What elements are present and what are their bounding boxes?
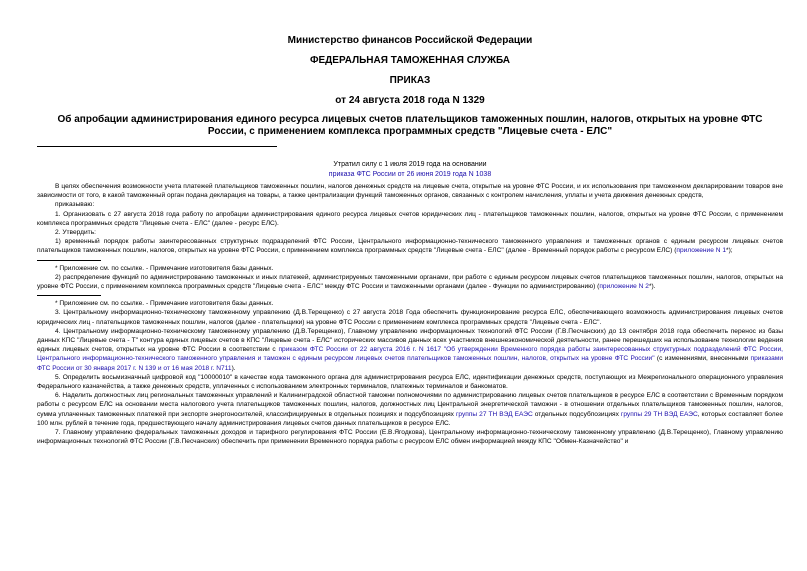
group-29-link[interactable]: группы 29 ТН ВЭД ЕАЭС bbox=[620, 410, 698, 418]
group-27-link[interactable]: группы 27 ТН ВЭД ЕАЭС bbox=[455, 410, 533, 418]
paragraph-2-2-end: *). bbox=[648, 283, 656, 291]
paragraph-6 bbox=[37, 391, 783, 428]
date-number-heading: от 24 августа 2018 года N 1329 bbox=[335, 95, 485, 106]
paragraph-5: 5. Определить восьмизначный цифровой код "10000010" в качестве кода таможенного органа для администрирования ресурса ЕЛС, идентификации денежных средств, поступающих из Межрегионального операционного управления Федерального казначейства, а также денежных средств, уплаченных с использованием электронных терминалов, платежных терминалов и банкоматов. bbox=[37, 373, 783, 391]
footnote-1: * Приложение см. по ссылке. - Примечание изготовителя базы данных. bbox=[55, 264, 274, 272]
document-title: Об апробации администрирования единого ресурса лицевых счетов плательщиков таможенных пошлин, налогов, открытых на уровне ФТС России, с применением комплекса программных средств "Лицевые счета - ЕЛС" bbox=[57, 114, 763, 137]
service-heading: ФЕДЕРАЛЬНАЯ ТАМОЖЕННАЯ СЛУЖБА bbox=[309, 55, 511, 66]
paragraph-2: 2. Утвердить: bbox=[55, 229, 96, 237]
footnote-divider bbox=[37, 295, 101, 296]
doc-type-heading: ПРИКАЗ bbox=[389, 75, 431, 86]
footnote-2: * Приложение см. по ссылке. - Примечание изготовителя базы данных. bbox=[55, 300, 274, 308]
paragraph-4-end: ). bbox=[231, 364, 236, 372]
paragraph-4-text: 4. Центральному информационно-техническому таможенному управлению (Д.В.Терещенко), Главному управлению информационных технологий ФТС России (Г.В.Песчанских) до 13 сентября 2018 года обеспечить перенос из базы данных КПС "Лицевые счета - Т" контура единых лицевых счетов в КПС "Лицевые счета - ЕЛС" исторических массивов данных всех участников внешнеэкономической деятельности, ранее перешедших на использование технологии ведения единых лицевых счетов, открытых на уровне ФТС России в соответствии с bbox=[37, 327, 783, 354]
paragraph-2-1-end: *); bbox=[726, 247, 733, 255]
paragraph-4-mid: (с изменениями, внесенными bbox=[654, 355, 751, 363]
paragraph-7: 7. Главному управлению федеральных таможенных доходов и тарифного регулирования ФТС России (Е.В.Ягодкова), Центральному информационно-техническому таможенному управлению (Д.В.Терещенко), Главному управлению информационных технологий ФТС России (Г.В.Песчанских) обеспечить при применении Временного порядка работы с ресурсом ЕЛС обмен информацией между КПС "Обмен-Казначейство" и bbox=[37, 429, 783, 446]
paragraph-order: приказываю: bbox=[55, 201, 95, 209]
document-body bbox=[37, 182, 783, 446]
paragraph-3: 3. Центральному информационно-техническому таможенному управлению (Д.В.Терещенко) с 27 августа 2018 Года обеспечить функционирование ресурса ЕЛС, обеспечивающего возможность администрирования лицевых счетов юридических лиц - плательщиков таможенных пошлин, налогов (далее - плательщики) на уровне ФТС России с применением комплекса программных средств "Лицевые счета - ЕЛС". bbox=[37, 309, 783, 326]
paragraph-6-mid: отдельных подсубпозициях bbox=[532, 410, 621, 418]
footnote-divider bbox=[37, 260, 101, 261]
paragraph-1: 1. Организовать с 27 августа 2018 года работу по апробации администрирования единого ресурса лицевых счетов юридических лиц - плательщиков таможенных пошлин, налогов, открытых на уровне ФТС России, с применением комплекса программных средств "Лицевые счета - ЕЛС" (далее - ресурс ЕЛС). bbox=[37, 210, 783, 227]
paragraph-2-1-text: 1) временный порядок работы заинтересованных структурных подразделений ФТС России, Центрального информационно-технического таможенного управления и таможенных органов с единым ресурсом лицевых счетов плательщиков таможенных пошлин, налогов, открытых на уровне ФТС России, с применением комплекса программных средств "Лицевые счета - ЕЛС" (далее - Временный порядок работы с ресурсом ЕЛС) ( bbox=[37, 238, 783, 255]
appendix-2-link[interactable]: приложение N 2 bbox=[599, 283, 649, 291]
amending-orders-link[interactable]: приказами ФТС России от 30 января 2017 г. N 139 и от 16 мая 2018 г. N711 bbox=[37, 355, 783, 372]
header-divider bbox=[37, 146, 277, 147]
order-1617-link[interactable]: приказом ФТС России от 22 августа 2016 г. N 1617 "Об утверждении Временного порядка работы заинтересованных структурных подразделений ФТС России, Центрального информационно-технического таможенного управления и таможен с единым ресурсом лицевых счетов плательщиков таможенных пошлин, налогов, открытых на уровне ФТС России" bbox=[37, 346, 784, 363]
paragraph-preamble: В целях обеспечения возможности учета платежей плательщиков таможенных пошлин, налогов денежных средств на лицевые счета, открытые на уровне ФТС России, и их использования при таможенном декларировании товаров вне зависимости от того, в какой таможенный орган подана декларация на товары, а также централизации функций таможенных органов, связанных с контролем начисления, уплаты и учета движения денежных средств, bbox=[37, 183, 783, 200]
status-note-text: Утратил силу с 1 июля 2019 года на основании bbox=[333, 161, 487, 168]
paragraph-4 bbox=[37, 327, 783, 373]
status-note-link[interactable]: приказа ФТС России от 26 июня 2019 года N 1038 bbox=[328, 171, 492, 178]
status-note bbox=[37, 160, 783, 180]
ministry-heading: Министерство финансов Российской Федерации bbox=[287, 35, 533, 46]
paragraph-2-2-text: 2) распределение функций по администрированию таможенных и иных платежей, администрируемых таможенными органами, при работе с единым ресурсом лицевых счетов плательщиков таможенных пошлин, налогов, открытых на уровне ФТС России, с применением комплекса программных средств "Лицевые счета - ЕЛС" между ФТС России и таможенными органами (далее - Функции по администрированию) ( bbox=[37, 273, 783, 291]
paragraph-6-end: , которых составляет более 100 млн. рублей в течение года, предшествующего началу администрирования лицевых счетов данных плательщиков в ресурсе ЕЛС. bbox=[37, 410, 783, 427]
appendix-1-link[interactable]: приложение N 1 bbox=[676, 247, 727, 255]
paragraph-2-1 bbox=[37, 237, 783, 255]
paragraph-6-text: 6. Наделить должностных лиц региональных таможенных управлений и Калининградской областной таможни полномочиями по администрированию лицевых счетов плательщиков в ресурсе ЕЛС в соответствии с Временным порядком работы с ресурсом ЕЛС на основании места налогового учета плательщиков таможенных пошлин, налогов, должностных лиц Центральной энергетической таможни - в отношении отдельных плательщиков таможенных пошлин, налогов, сумма уплаченных таможенных платежей при экспорте энергоносителей, классифицируемых в отдельных позициях и подсубпозициях bbox=[37, 392, 783, 418]
paragraph-2-2 bbox=[37, 273, 783, 291]
